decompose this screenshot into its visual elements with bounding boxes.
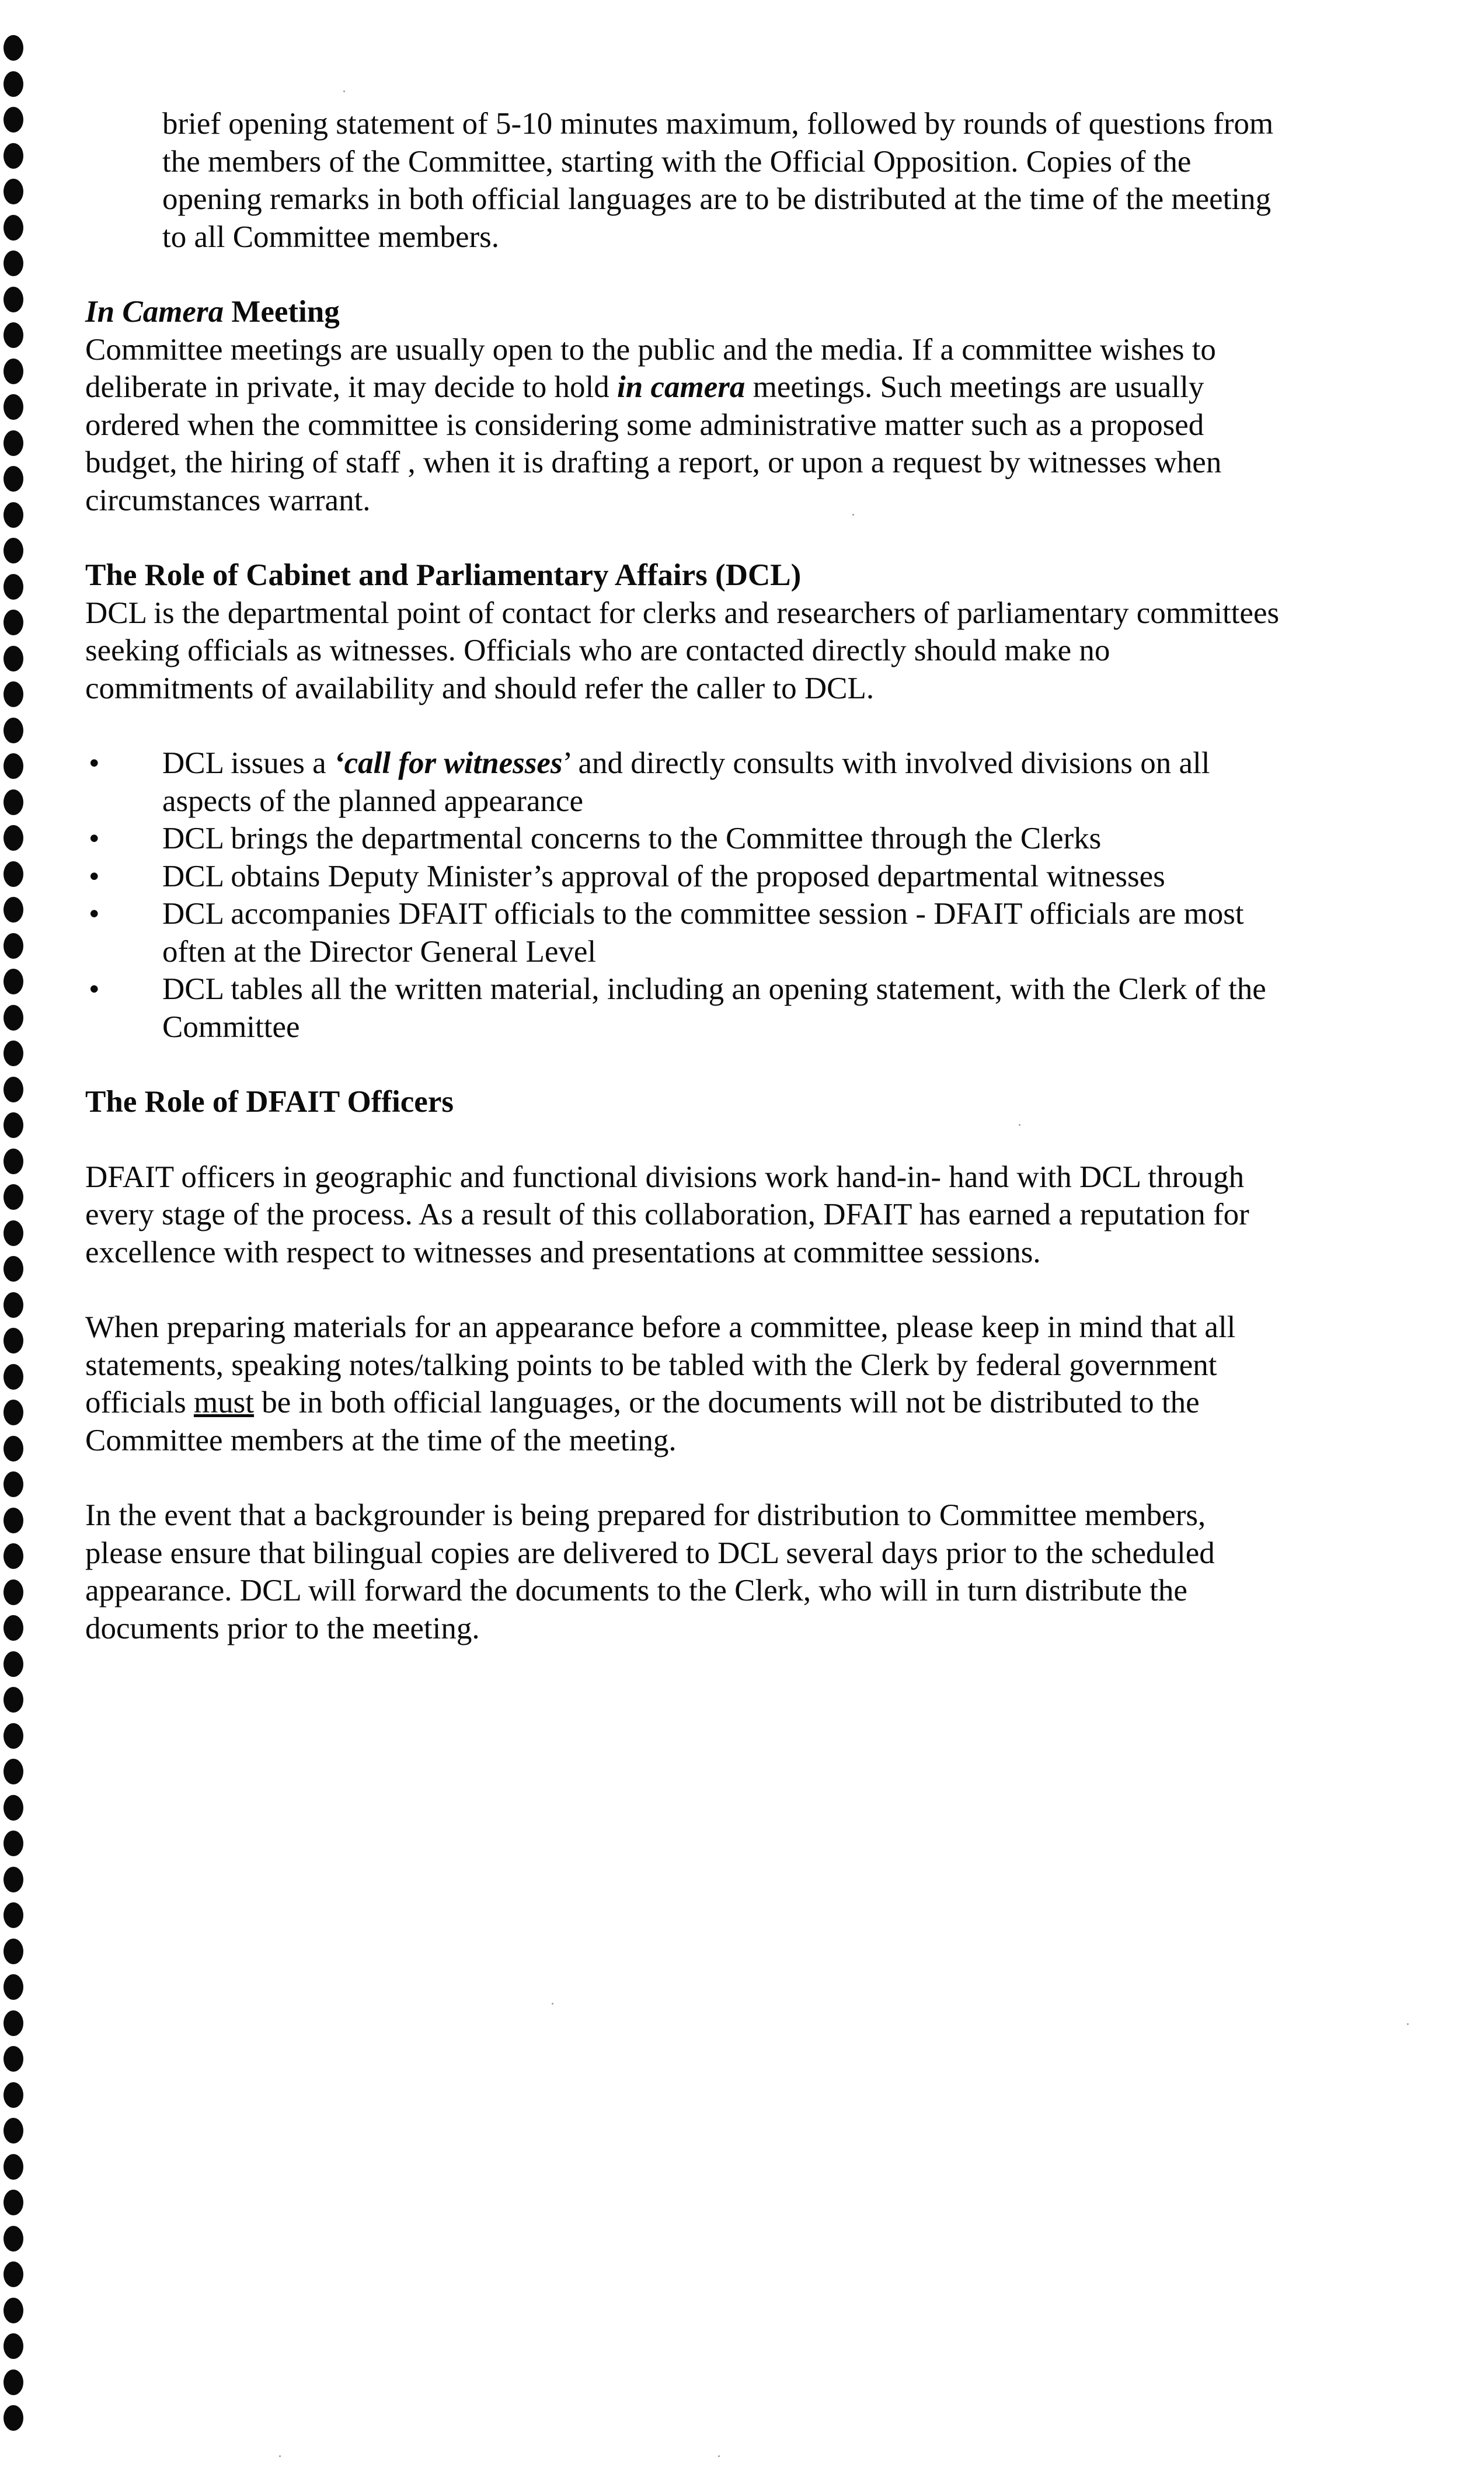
text-run: DCL tables all the written material, including an opening statement, with the Clerk of the [162, 972, 1266, 1006]
text-line: every stage of the process. As a result of this collaboration, DFAIT has earned a reputation for [85, 1198, 1249, 1231]
binding-hole [4, 1579, 23, 1605]
binding-hole [4, 466, 23, 492]
text-line: DFAIT officers in geographic and functional divisions work hand-in- hand with DCL through [85, 1160, 1245, 1194]
binding-hole [4, 2010, 23, 2036]
text-run: DCL obtains Deputy Minister’s approval of the proposed departmental witnesses [162, 859, 1165, 893]
binding-hole [4, 1220, 23, 1246]
continuation-paragraph [85, 105, 1428, 256]
binding-hole [4, 718, 23, 743]
binding-hole [4, 1687, 23, 1713]
text-run: deliberate in private, it may decide to hold [85, 370, 617, 404]
text-line: documents prior to the meeting. [85, 1611, 480, 1645]
bullet-marker: • [89, 746, 100, 780]
binding-hole [4, 1867, 23, 1892]
binding-hole [4, 1041, 23, 1066]
binding-hole [4, 574, 23, 600]
binding-hole [4, 179, 23, 204]
text-line [85, 1384, 1428, 1422]
binding-hole [4, 1077, 23, 1102]
dcl-role-section [85, 556, 1428, 1046]
text-line: brief opening statement of 5-10 minutes maximum, followed by rounds of questions from [162, 107, 1274, 141]
binding-hole [4, 861, 23, 887]
text-line: to all Committee members. [162, 220, 499, 254]
binding-hole [4, 1400, 23, 1425]
text-run: often at the Director General Level [162, 934, 597, 969]
bullet-marker: • [89, 859, 100, 893]
text-line: opening remarks in both official languages are to be distributed at the time of the meeting [162, 182, 1271, 216]
scan-speck [852, 514, 854, 516]
binding-hole [4, 2082, 23, 2108]
bullet-marker: • [89, 822, 100, 855]
list-item [85, 820, 1428, 858]
document-page [85, 105, 1428, 1647]
scan-speck [718, 2455, 720, 2457]
binding-hole [4, 897, 23, 923]
dcl-role-heading: The Role of Cabinet and Parliamentary Affairs (DCL) [85, 558, 802, 592]
heading-italic-part: In Camera [85, 295, 224, 329]
binding-hole [4, 1436, 23, 1462]
binding-hole [4, 1364, 23, 1390]
binding-hole [4, 430, 23, 456]
binding-hole [4, 2226, 23, 2252]
binding-hole [4, 502, 23, 528]
text-line: Committee members at the time of the meeting. [85, 1423, 677, 1457]
binding-hole [4, 1184, 23, 1210]
binding-hole [4, 250, 23, 276]
binding-hole [4, 1471, 23, 1497]
binding-hole [4, 753, 23, 779]
binding-hole [4, 107, 23, 133]
emphasis-must: must [193, 1386, 255, 1419]
text-run: DCL brings the departmental concerns to the Committee through the Clerks [162, 822, 1102, 855]
binding-hole [4, 1615, 23, 1641]
binding-hole [4, 2333, 23, 2359]
binding-hole [4, 1543, 23, 1569]
binding-hole [4, 1902, 23, 1928]
binding-hole [4, 610, 23, 635]
binding-hole [4, 35, 23, 61]
binding-hole [4, 2046, 23, 2072]
list-item [85, 970, 1428, 1046]
binding-hole [4, 394, 23, 420]
binding-hole [4, 1723, 23, 1749]
scan-speck [279, 2455, 281, 2457]
heading-rest: Meeting [224, 295, 340, 329]
list-item [85, 744, 1428, 820]
binding-hole [4, 143, 23, 169]
binding-hole [4, 1795, 23, 1821]
binding-hole [4, 1292, 23, 1318]
scan-speck [343, 91, 345, 92]
paragraph [85, 1309, 1428, 1459]
text-run: meetings. Such meetings are usually [745, 370, 1204, 404]
binding-hole [4, 2405, 23, 2431]
scan-speck [552, 2003, 553, 2005]
text-line: In the event that a backgrounder is being prepared for distribution to Committee members, [85, 1498, 1206, 1532]
binding-hole [4, 1759, 23, 1784]
dcl-bullet-list [85, 744, 1428, 1046]
list-item [85, 895, 1428, 970]
binding-hole [4, 2118, 23, 2144]
emphasis-call-for-witnesses: ‘call for witnesses [333, 746, 563, 780]
binding-hole [4, 789, 23, 815]
binding-hole [4, 2261, 23, 2287]
binding-hole [4, 322, 23, 348]
binding-hole [4, 538, 23, 563]
text-line: appearance. DCL will forward the documents to the Clerk, who will in turn distribute the [85, 1574, 1187, 1607]
spiral-binding-holes [0, 0, 35, 2467]
in-camera-section [85, 293, 1428, 519]
binding-hole [4, 1974, 23, 2000]
binding-hole [4, 2154, 23, 2180]
text-line: statements, speaking notes/talking points to be tabled with the Clerk by federal government [85, 1348, 1217, 1382]
text-line: DCL is the departmental point of contact for clerks and researchers of parliamentary committees [85, 596, 1280, 630]
in-camera-heading [85, 293, 1428, 331]
binding-hole [4, 1939, 23, 1964]
scan-speck [1019, 1124, 1020, 1126]
text-line: When preparing materials for an appearance before a committee, please keep in mind that all [85, 1310, 1236, 1344]
binding-hole [4, 1651, 23, 1677]
text-run: DCL issues a [162, 746, 334, 780]
text-line: seeking officials as witnesses. Officials who are contacted directly should make no [85, 634, 1110, 667]
dfait-role-section [85, 1083, 1428, 1647]
binding-hole [4, 2369, 23, 2395]
binding-hole [4, 1005, 23, 1031]
binding-hole [4, 1328, 23, 1353]
emphasis-in-camera: in camera [617, 370, 746, 404]
text-line: Committee meetings are usually open to the public and the media. If a committee wishes to [85, 332, 1216, 367]
scan-speck [1407, 2023, 1409, 2025]
text-line: circumstances warrant. [85, 483, 371, 517]
text-run: ’ and directly consults with involved divisions on all [562, 746, 1210, 780]
binding-hole [4, 287, 23, 312]
paragraph [85, 1497, 1428, 1647]
binding-hole [4, 681, 23, 707]
binding-hole [4, 359, 23, 384]
text-line: please ensure that bilingual copies are delivered to DCL several days prior to the scheduled [85, 1536, 1215, 1570]
binding-hole [4, 215, 23, 241]
binding-hole [4, 1256, 23, 1282]
paragraph [85, 1158, 1428, 1272]
text-run: DCL accompanies DFAIT officials to the committee session - DFAIT officials are most [162, 897, 1244, 931]
text-run: aspects of the planned appearance [162, 784, 584, 818]
text-run: officials [85, 1386, 194, 1419]
binding-hole [4, 646, 23, 671]
dfait-role-heading: The Role of DFAIT Officers [85, 1085, 454, 1119]
text-line: excellence with respect to witnesses and presentations at committee sessions. [85, 1235, 1041, 1269]
binding-hole [4, 2298, 23, 2323]
binding-hole [4, 1149, 23, 1174]
binding-hole [4, 1112, 23, 1138]
bullet-marker: • [89, 897, 100, 931]
list-item [85, 858, 1428, 896]
binding-hole [4, 1831, 23, 1856]
binding-hole [4, 71, 23, 97]
text-line [85, 368, 1428, 406]
text-line: ordered when the committee is considering some administrative matter such as a proposed [85, 408, 1204, 442]
text-line: the members of the Committee, starting with the Official Opposition. Copies of the [162, 144, 1192, 179]
binding-hole [4, 825, 23, 851]
binding-hole [4, 969, 23, 994]
text-line: commitments of availability and should refer the caller to DCL. [85, 671, 875, 705]
binding-hole [4, 1508, 23, 1533]
bullet-marker: • [89, 972, 100, 1006]
binding-hole [4, 2190, 23, 2215]
text-line: budget, the hiring of staff , when it is drafting a report, or upon a request by witnesses when [85, 446, 1222, 479]
text-run: be in both official languages, or the documents will not be distributed to the [254, 1386, 1200, 1419]
binding-hole [4, 933, 23, 959]
text-run: Committee [162, 1010, 300, 1044]
